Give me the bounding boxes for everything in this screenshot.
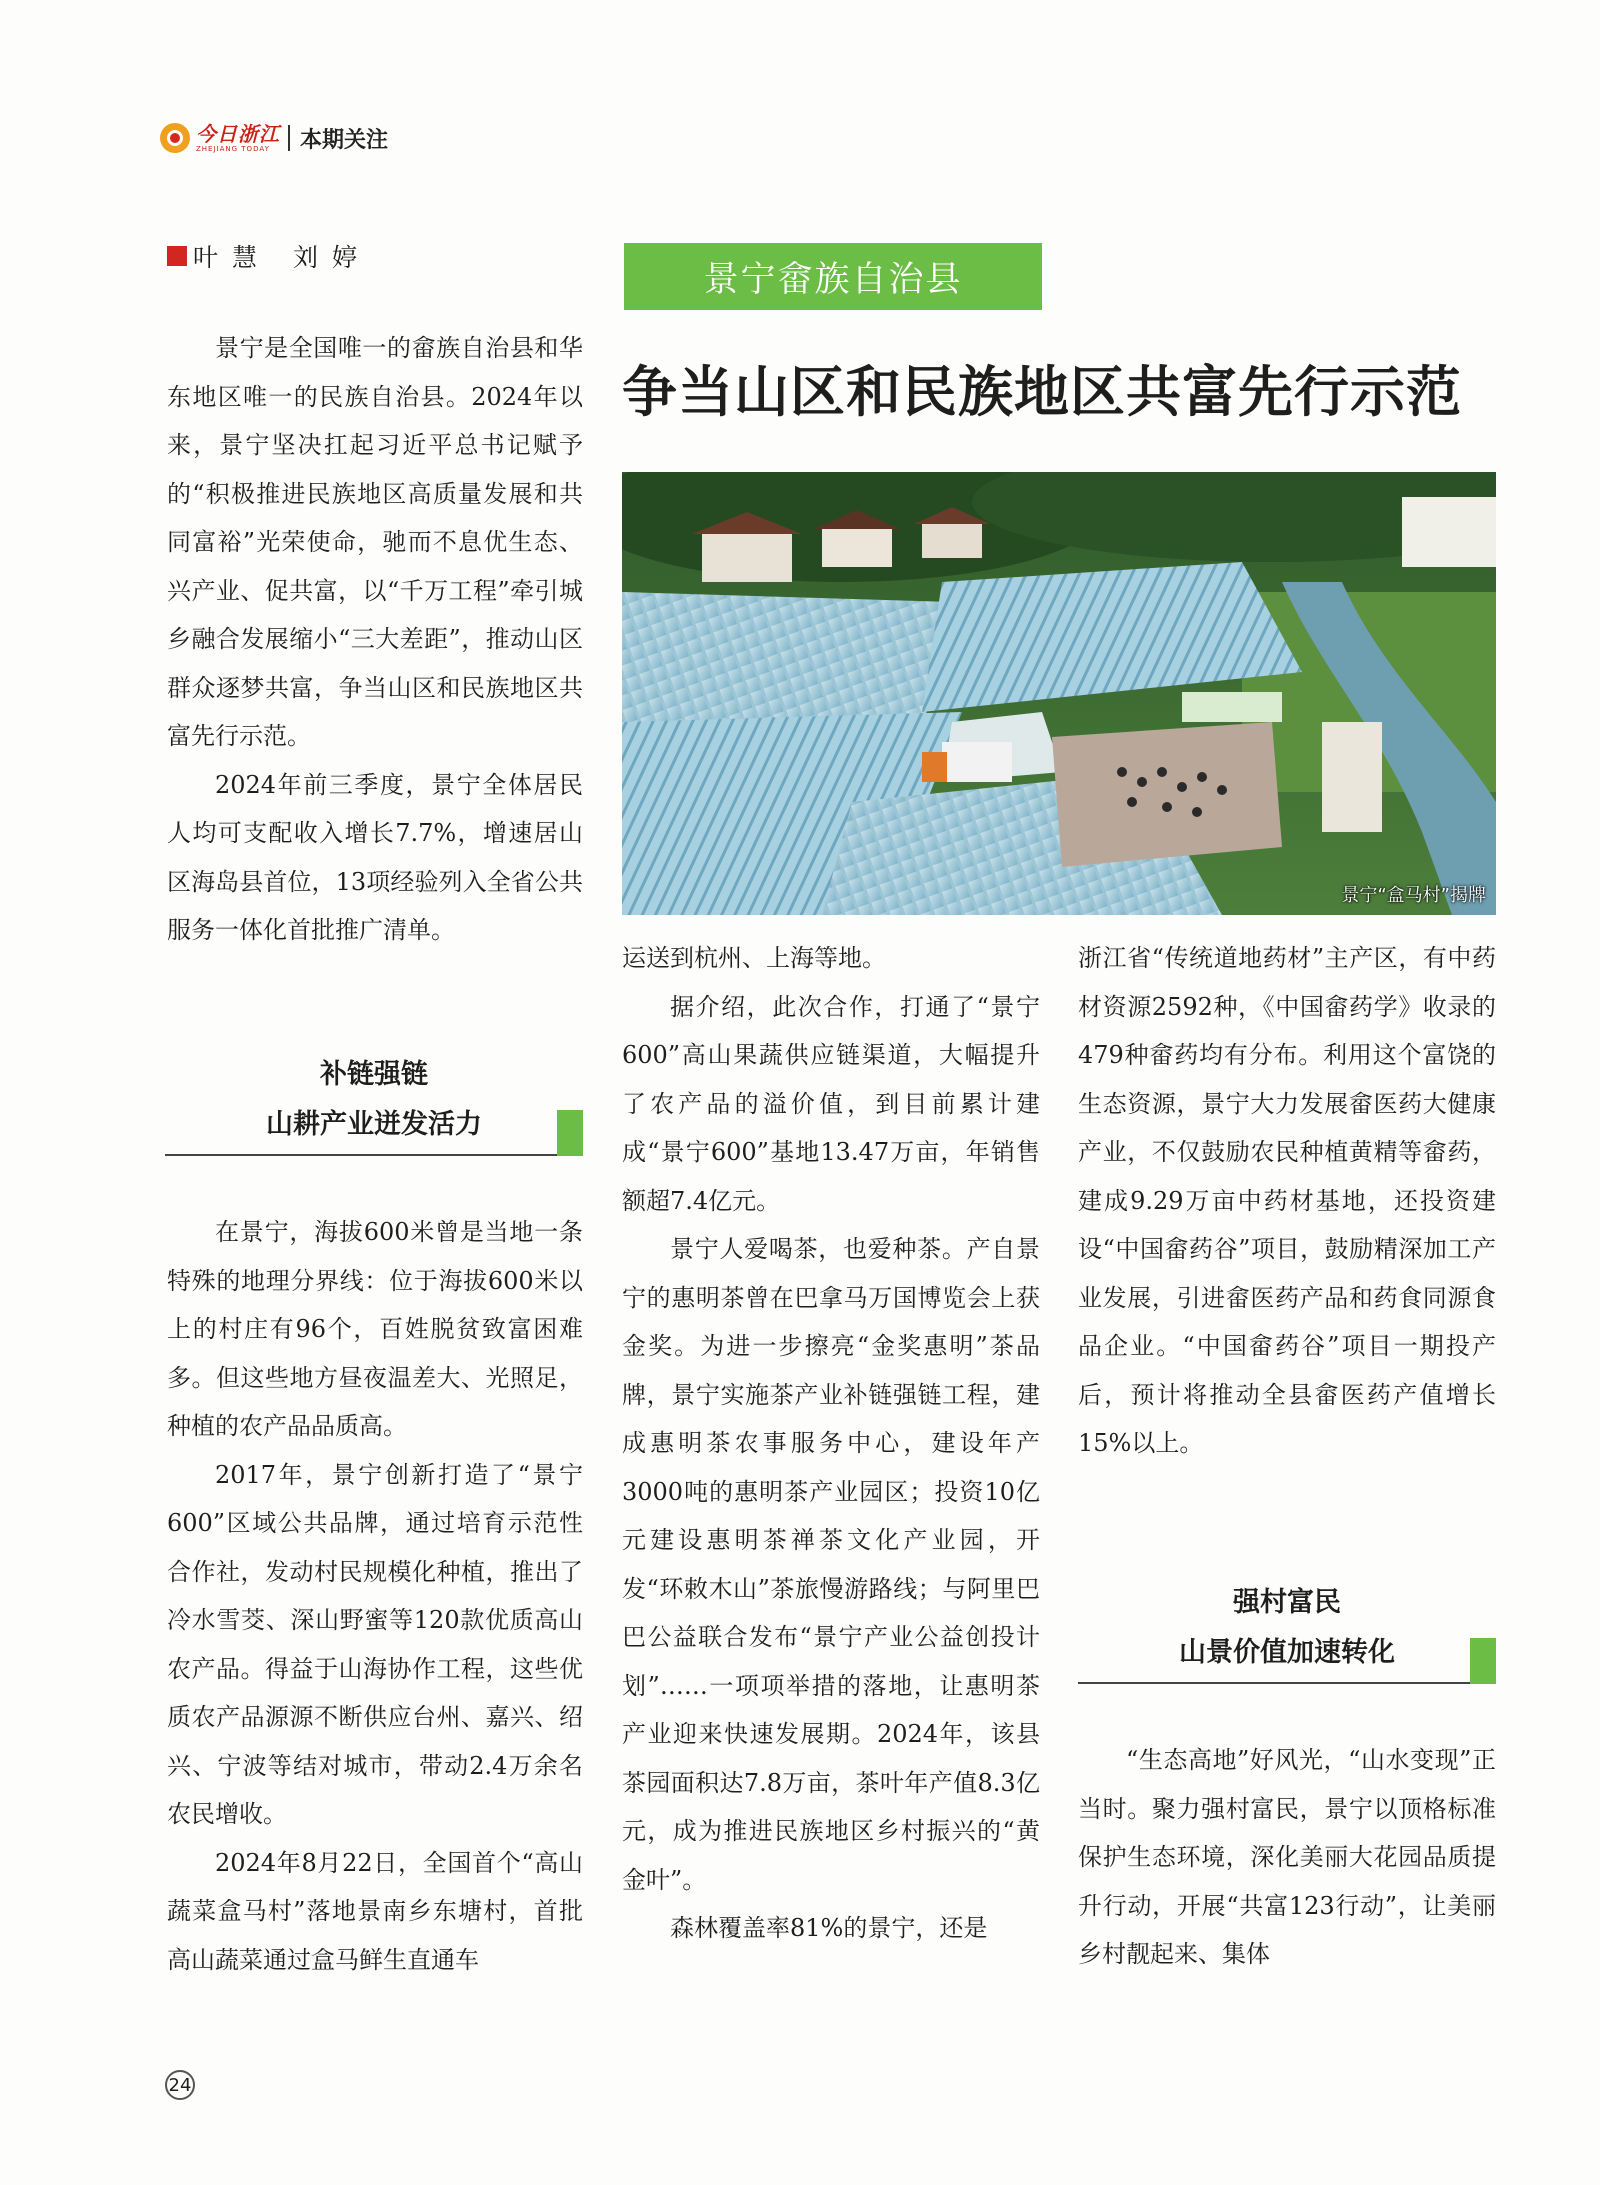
logo-english-text: ZHEJIANG TODAY [196, 144, 270, 153]
paragraph: 在景宁，海拔600米曾是当地一条特殊的地理分界线：位于海拔600米以上的村庄有96个，百姓脱贫致富困难多。但这些地方昼夜温差大、光照足，种植的农产品品质高。 [167, 1218, 583, 1440]
column-2-body [622, 934, 1040, 1953]
subhead-line-1: 强村富民 [1233, 1587, 1341, 1618]
column-3-body [1078, 934, 1496, 1468]
magazine-logo [160, 123, 280, 153]
subhead-green-block [1470, 1638, 1496, 1684]
paragraph: 景宁人爱喝茶，也爱种茶。产自景宁的惠明茶曾在巴拿马万国博览会上获金奖。为进一步擦亮“金奖惠明”茶品牌，景宁实施茶产业补链强链工程，建成惠明茶农事服务中心，建设年产3000吨的惠明茶产业园区；投资10亿元建设惠明茶禅茶文化产业园，开发“环敕木山”茶旅慢游路线；与阿里巴巴公益联合发布“景宁产业公益创投计划”……一项项举措的落地，让惠明茶产业迎来快速发展期。2024年，该县茶园面积达7.8万亩，茶叶年产值8.3亿元，成为推进民族地区乡村振兴的“黄金叶”。 [622, 1235, 1040, 1894]
paragraph: 2024年8月22日，全国首个“高山蔬菜盒马村”落地景南乡东塘村，首批高山蔬菜通过盒马鲜生直通车 [167, 1848, 583, 1974]
paragraph-continued: 浙江省“传统道地药材”主产区，有中药材资源2592种，《中国畲药学》收录的479种畲药均有分布。利用这个富饶的生态资源，景宁大力发展畲医药大健康产业，不仅鼓励农民种植黄精等畲药，建成9.29万亩中药材基地，还投资建设“中国畲药谷”项目，鼓励精深加工产业发展，引进畲医药产品和药食同源食品企业。“中国畲药谷”项目一期投产后，预计将推动全县畲医药产值增长15%以上。 [1078, 944, 1496, 1457]
section-label: 本期关注 [300, 127, 389, 153]
paragraph: “生态高地”好风光，“山水变现”正当时。聚力强村富民，景宁以顶格标准保护生态环境，深化美丽大花园品质提升行动，开展“共富123行动”，让美丽乡村靓起来、集体 [1078, 1746, 1496, 1968]
column-1-intro [167, 324, 583, 955]
subhead-supply-chain [165, 1050, 583, 1150]
subhead-line-1: 补链强链 [320, 1059, 428, 1090]
paragraph: 森林覆盖率81%的景宁，还是 [670, 1914, 988, 1942]
subhead-rule [1078, 1682, 1496, 1684]
red-square-icon [167, 246, 187, 266]
subhead-rich-villages [1078, 1578, 1496, 1678]
greenhouse-illustration [622, 472, 1496, 915]
logo-chinese-text: 今日浙江 [196, 121, 280, 146]
sun-logo-icon [160, 123, 190, 153]
paragraph: 据介绍，此次合作，打通了“景宁600”高山果蔬供应链渠道，大幅提升了农产品的溢价值，到目前累计建成“景宁600”基地13.47万亩，年销售额超7.4亿元。 [622, 992, 1040, 1215]
subhead-line-2: 山景价值加速转化 [1179, 1637, 1395, 1668]
subhead-rule [165, 1154, 583, 1156]
column-3-body-2 [1078, 1736, 1496, 1979]
page-number: 24 [165, 2070, 195, 2100]
paragraph-continued: 运送到杭州、上海等地。 [622, 944, 886, 972]
paragraph: 2024年前三季度，景宁全体居民人均可支配收入增长7.7%，增速居山区海岛县首位，13项经验列入全省公共服务一体化首批推广清单。 [167, 770, 583, 944]
masthead [160, 118, 388, 158]
column-1-body [167, 1208, 583, 1984]
photo-caption: 景宁“盒马村”揭牌 [1341, 885, 1486, 906]
subhead-line-2: 山耕产业迸发活力 [266, 1109, 482, 1140]
article-headline: 争当山区和民族地区共富先行示范 [622, 359, 1463, 424]
county-banner: 景宁畲族自治县 [624, 243, 1042, 310]
header-divider [288, 125, 290, 151]
subhead-green-block [557, 1110, 583, 1156]
byline [167, 238, 371, 274]
paragraph: 景宁是全国唯一的畲族自治县和华东地区唯一的民族自治县。2024年以来，景宁坚决扛起习近平总书记赋予的“积极推进民族地区高质量发展和共同富裕”光荣使命，驰而不息优生态、兴产业、促共富，以“千万工程”牵引城乡融合发展缩小“三大差距”，推动山区群众逐梦共富，争当山区和民族地区共富先行示范。 [167, 334, 583, 750]
author-names: 叶慧 刘婷 [193, 243, 371, 272]
greenhouse-photo [622, 472, 1496, 915]
paragraph: 2017年，景宁创新打造了“景宁600”区域公共品牌，通过培育示范性合作社，发动村民规模化种植，推出了冷水雪茭、深山野蜜等120款优质高山农产品。得益于山海协作工程，这些优质农产品源源不断供应台州、嘉兴、绍兴、宁波等结对城市，带动2.4万余名农民增收。 [167, 1460, 583, 1828]
